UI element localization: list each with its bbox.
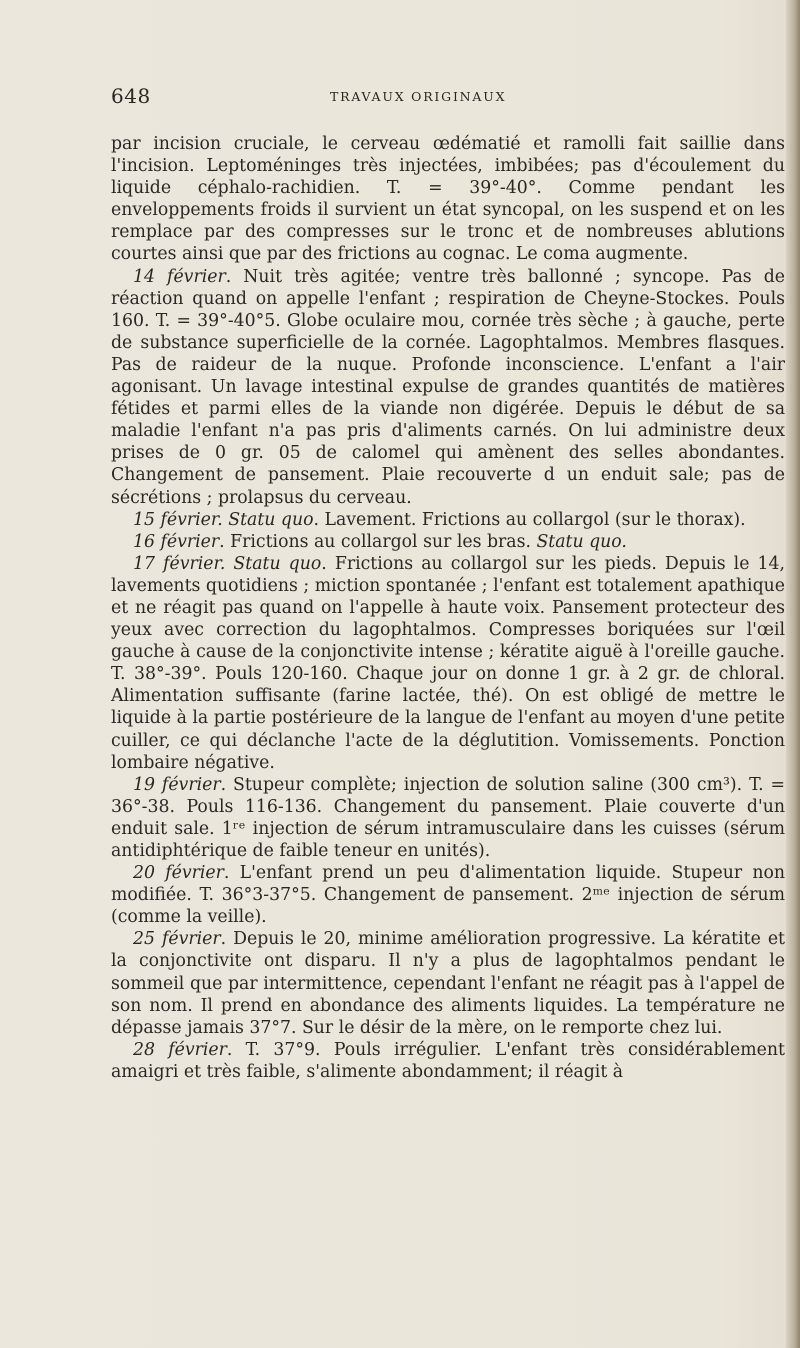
entry-date: 17 février. Statu quo	[133, 553, 322, 574]
paragraph-text: . Depuis le 20, minime amélioration progressive. La kératite et la conjonctivite ont disparu. Il n'y a plus de lagophtalmos pendant le sommeil que par intermittence, cependant l'enfant ne réagit pas à l'appel de son nom. Il prend en abondance des aliments liquides. La température ne dépasse jamais 37°7. Sur le désir de la mère, on le remporte chez lui.	[111, 929, 785, 1038]
paragraph-text: . Nuit très agitée; ventre très ballonné ; syncope. Pas de réaction quand on appelle l'enfant ; respiration de Cheyne-Stockes. Pouls 160. T. = 39°-40°5. Globe oculaire mou, cornée très sèche ; à gauche, perte de substance superficielle de la cornée. Lagophtalmos. Membres flasques. Pas de raideur de la nuque. Profonde inconscience. L'enfant a l'air agonisant. Un lavage intestinal expulse de grandes quantités de matières fétides et parmi elles de la viande non digérée. Depuis le début de sa maladie l'enfant n'a pas pris d'aliments carnés. On lui administre deux prises de 0 gr. 05 de calomel qui amènent des selles abondantes. Changement de pansement. Plaie recouverte d un enduit sale; pas de sécrétions ; prolapsus du cerveau.	[111, 266, 785, 508]
paragraph-17-fevrier	[111, 553, 785, 774]
entry-date: 19 février	[133, 774, 221, 795]
entry-date: 14 février	[133, 266, 226, 287]
paragraph-text: . T. 37°9. Pouls irrégulier. L'enfant très considérablement amaigri et très faible, s'alimente abondamment; il réagit à	[111, 1039, 785, 1082]
entry-date: 16 février	[133, 531, 220, 552]
paragraph-text: . L'enfant prend un peu d'alimentation liquide. Stupeur non modifiée. T. 36°3-37°5. Changement de pansement. 2ᵐᵉ injection de sérum (comme la veille).	[111, 863, 785, 928]
entry-date: 25 février	[133, 929, 221, 950]
paragraph-25-fevrier	[111, 928, 785, 1038]
paragraph-16-fevrier	[111, 531, 785, 553]
paragraph-text: . Frictions au collargol sur les bras.	[219, 531, 537, 552]
running-title: TRAVAUX ORIGINAUX	[330, 89, 507, 104]
page-header	[0, 84, 800, 114]
entry-status: Statu quo.	[536, 531, 627, 552]
paragraph-14-fevrier	[111, 266, 785, 509]
paragraph-intro	[111, 133, 785, 266]
paragraph-19-fevrier	[111, 774, 785, 862]
entry-date: 20 février	[133, 863, 224, 884]
page-number: 648	[111, 84, 151, 108]
entry-date: 28 février	[133, 1039, 227, 1060]
page-edge-shadow	[786, 0, 800, 1348]
paragraph-text: . Lavement. Frictions au collargol (sur le thorax).	[313, 509, 746, 530]
body-text	[111, 133, 785, 1083]
paragraph-15-fevrier	[111, 509, 785, 531]
paragraph-text: . Frictions au collargol sur les pieds. Depuis le 14, lavements quotidiens ; miction spontanée ; l'enfant est totalement apathique et ne réagit pas quand on l'appelle à haute voix. Pansement protecteur des yeux avec correction du lagophtalmos. Compresses boriquées sur l'œil gauche à cause de la conjonctivite intense ; kératite aiguë à l'oreille gauche. T. 38°-39°. Pouls 120-160. Chaque jour on donne 1 gr. à 2 gr. de chloral. Alimentation suffisante (farine lactée, thé). On est obligé de mettre le liquide à la partie postérieure de la langue de l'enfant au moyen d'une petite cuiller, ce qui déclanche l'acte de la déglutition. Vomissements. Ponction lombaire négative.	[111, 553, 786, 773]
paragraph-20-fevrier	[111, 862, 785, 928]
paragraph-text: par incision cruciale, le cerveau œdématié et ramolli fait saillie dans l'incision. Leptoméninges très injectées, imbibées; pas d'écoulement du liquide céphalo-rachidien. T. = 39°-40°. Comme pendant les enveloppements froids il survient un état syncopal, on les suspend et on les remplace par des compresses sur le tronc et de nombreuses ablutions courtes ainsi que par des frictions au cognac. Le coma augmente.	[111, 134, 785, 265]
paragraph-28-fevrier	[111, 1039, 785, 1083]
entry-date: 15 février. Statu quo	[133, 509, 314, 530]
paragraph-text: . Stupeur complète; injection de solution saline (300 cm³). T. = 36°-38. Pouls 116-136. Changement du pansement. Plaie couverte d'un enduit sale. 1ʳᵉ injection de sérum intramusculaire dans les cuisses (sérum antidiphtérique de faible teneur en unités).	[111, 774, 785, 861]
